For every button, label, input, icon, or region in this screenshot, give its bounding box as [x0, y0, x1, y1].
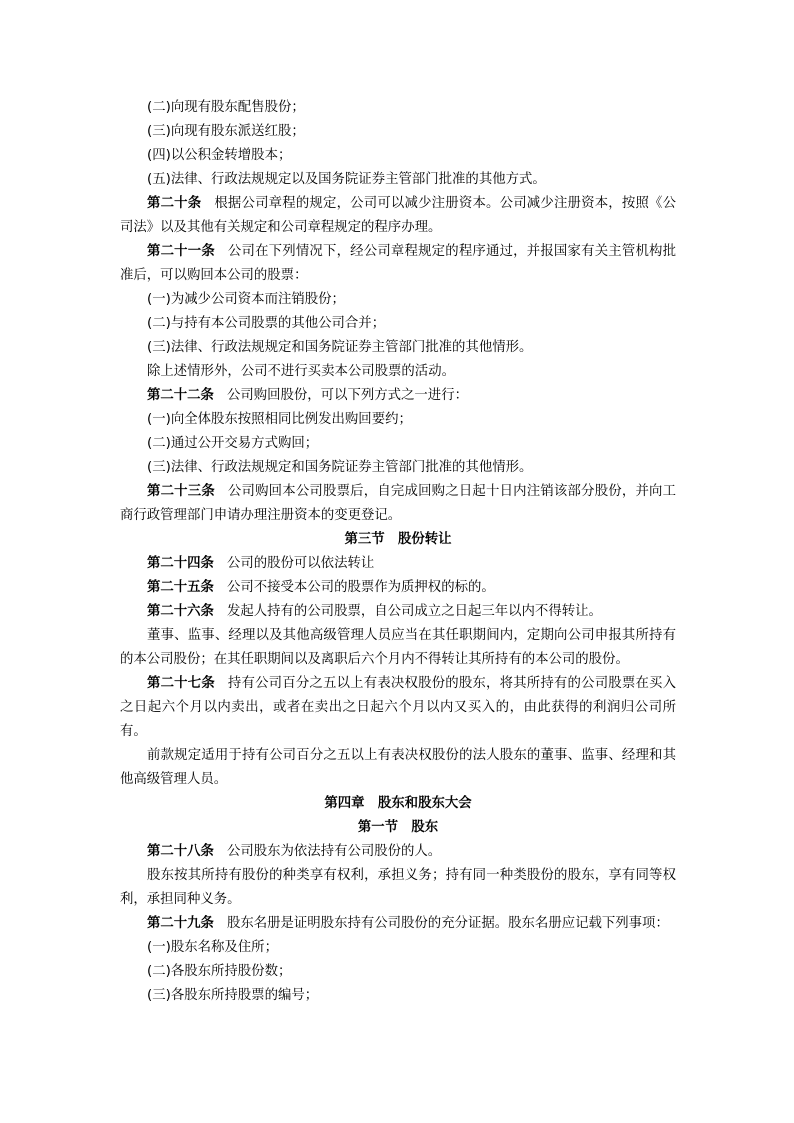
article-label: 第二十五条	[147, 580, 214, 595]
article-label: 第二十九条	[147, 916, 214, 931]
article-paragraph	[120, 840, 676, 864]
article-text: 公司股东为依法持有公司股份的人。	[226, 844, 442, 859]
chapter-heading: 第四章 股东和股东大会	[324, 796, 472, 811]
list-item: (二)向现有股东配售股份；	[147, 100, 305, 115]
article-label: 第二十二条	[147, 388, 214, 403]
article-label: 第二十一条	[147, 244, 215, 259]
list-item: (一)为减少公司资本而注销股份；	[147, 292, 345, 307]
article-label: 第二十六条	[147, 604, 214, 619]
list-item: (二)与持有本公司股票的其他公司合并；	[147, 316, 386, 331]
article-paragraph	[120, 912, 676, 936]
article-paragraph	[120, 480, 676, 528]
list-item: (二)通过公开交易方式购回；	[147, 436, 319, 451]
article-label: 第二十七条	[147, 676, 215, 691]
list-item: (三)法律、行政法规规定和国务院证券主管部门批准的其他情形。	[147, 460, 533, 475]
article-text: 公司不接受本公司的股票作为质押权的标的。	[226, 580, 495, 595]
article-paragraph	[120, 600, 676, 624]
section-heading: 第三节 股份转让	[344, 532, 452, 547]
article-text: 公司在下列情况下，经公司章程规定的程序通过，并报国家有关主管机构批准后，可以购回本公司的股票：	[120, 244, 676, 283]
article-paragraph	[120, 576, 676, 600]
article-text: 持有公司百分之五以上有表决权股份的股东，将其所持有的公司股票在买入之日起六个月以内卖出，或者在卖出之日起六个月以内又买入的，由此获得的利润归公司所有。	[120, 676, 676, 739]
article-text: 股东名册是证明股东持有公司股份的充分证据。股东名册应记载下列事项：	[226, 916, 669, 931]
list-item: (一)股东名称及住所；	[147, 940, 278, 955]
article-text: 公司的股份可以依法转让	[226, 556, 375, 571]
body-paragraph: 前款规定适用于持有公司百分之五以上有表决权股份的法人股东的董事、监事、经理和其他高级管理人员。	[120, 748, 676, 787]
list-item: (三)法律、行政法规规定和国务院证券主管部门批准的其他情形。	[147, 340, 533, 355]
article-text: 根据公司章程的规定，公司可以减少注册资本。公司减少注册资本，按照《公司法》以及其他有关规定和公司章程规定的程序办理。	[120, 196, 677, 235]
list-item: (三)各股东所持股票的编号；	[147, 988, 319, 1003]
list-item: (四)以公积金转增股本；	[147, 148, 292, 163]
article-paragraph	[120, 192, 676, 240]
article-paragraph	[120, 672, 676, 744]
list-item: (三)向现有股东派送红股；	[147, 124, 305, 139]
list-item: (一)向全体股东按照相同比例发出购回要约；	[147, 412, 412, 427]
article-text: 公司购回股份，可以下列方式之一进行：	[226, 388, 468, 403]
document-page	[120, 96, 676, 1008]
body-paragraph: 股东按其所持有股份的种类享有权利，承担义务；持有同一种类股份的股东，享有同等权利，承担同种义务。	[120, 868, 676, 907]
list-item: 除上述情形外，公司不进行买卖本公司股票的活动。	[147, 364, 455, 379]
article-paragraph	[120, 552, 676, 576]
article-label: 第二十四条	[147, 556, 214, 571]
article-paragraph	[120, 240, 676, 288]
list-item: (二)各股东所持股份数；	[147, 964, 292, 979]
section-heading: 第一节 股东	[357, 820, 439, 835]
body-paragraph: 董事、监事、经理以及其他高级管理人员应当在其任职期间内，定期向公司申报其所持有的本公司股份；在其任职期间以及离职后六个月内不得转让其所持有的本公司的股份。	[120, 628, 676, 667]
article-label: 第二十三条	[147, 484, 215, 499]
article-paragraph	[120, 384, 676, 408]
list-item: (五)法律、行政法规规定以及国务院证券主管部门批准的其他方式。	[147, 172, 546, 187]
article-label: 第二十条	[147, 196, 202, 211]
article-text: 发起人持有的公司股票，自公司成立之日起三年以内不得转让。	[226, 604, 602, 619]
article-text: 公司购回本公司股票后，自完成回购之日起十日内注销该部分股份，并向工商行政管理部门申请办理注册资本的变更登记。	[120, 484, 676, 523]
article-label: 第二十八条	[147, 844, 214, 859]
